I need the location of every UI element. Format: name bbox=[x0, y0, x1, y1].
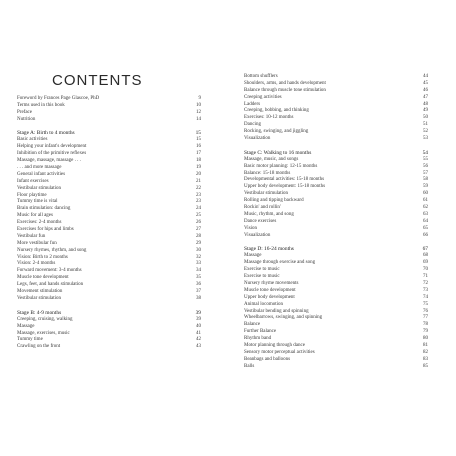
toc-entry-page: 33 bbox=[196, 261, 201, 267]
toc-entry-label: Massage bbox=[17, 323, 35, 329]
section-gap bbox=[17, 124, 201, 131]
toc-entry bbox=[244, 329, 428, 336]
toc-entry-page: 63 bbox=[423, 211, 428, 217]
toc-entry bbox=[244, 302, 428, 309]
toc-entry-page: 16 bbox=[196, 144, 201, 150]
toc-entry bbox=[244, 108, 428, 115]
toc-entry-label: Vestibular bending and spinning bbox=[244, 308, 309, 314]
toc-entry-page: 68 bbox=[423, 253, 428, 259]
toc-entry-page: 70 bbox=[423, 267, 428, 273]
toc-entry bbox=[244, 322, 428, 329]
section-gap bbox=[244, 239, 428, 246]
toc-entry-page: 54 bbox=[422, 149, 428, 156]
toc-entry bbox=[244, 102, 428, 109]
toc-entry-label: Foreword by Frances Page Glascoe, PhD bbox=[17, 96, 100, 101]
toc-entry-page: 30 bbox=[196, 247, 201, 253]
toc-entry bbox=[17, 282, 201, 289]
toc-entry bbox=[17, 275, 201, 282]
toc-right-column bbox=[244, 74, 428, 371]
toc-entry-label: Vestibular stimulation bbox=[244, 191, 289, 197]
toc-entry bbox=[244, 267, 428, 274]
toc-entry bbox=[17, 158, 201, 165]
toc-entry-page: 38 bbox=[196, 295, 201, 301]
toc-entry-label: Visualization bbox=[244, 136, 271, 142]
toc-entry bbox=[244, 226, 428, 233]
section-gap bbox=[17, 303, 201, 310]
toc-entry bbox=[17, 110, 201, 117]
toc-entry-label: Balance through muscle tone stimulation bbox=[244, 87, 326, 93]
toc-entry-label: Balance: 15-18 months bbox=[244, 170, 291, 176]
toc-entry-page: 23 bbox=[196, 199, 201, 205]
toc-entry-page: 47 bbox=[423, 94, 428, 100]
toc-entry bbox=[17, 206, 201, 213]
toc-entry bbox=[244, 288, 428, 295]
toc-entry bbox=[244, 260, 428, 267]
toc-stage-heading bbox=[17, 130, 201, 137]
toc-entry-page: 18 bbox=[196, 158, 201, 164]
toc-entry bbox=[17, 241, 201, 248]
toc-entry-label: Floor playtime bbox=[17, 192, 47, 198]
toc-entry-page: 42 bbox=[196, 337, 201, 343]
toc-entry bbox=[244, 336, 428, 343]
toc-entry-label: Music for all ages bbox=[17, 213, 53, 219]
toc-entry-page: 77 bbox=[423, 315, 428, 321]
toc-entry bbox=[244, 191, 428, 198]
toc-entry bbox=[17, 103, 201, 110]
toc-entry bbox=[244, 309, 428, 316]
toc-entry-label: Nursery rhymes, rhythm, and song bbox=[17, 247, 87, 253]
toc-entry-page: 29 bbox=[196, 240, 201, 246]
toc-entry-page: 78 bbox=[423, 322, 428, 328]
toc-entry-label: Motor planning through dance bbox=[244, 342, 305, 348]
toc-entry-label: Legs, feet, and hands stimulation bbox=[17, 282, 84, 288]
toc-entry-page: 36 bbox=[196, 282, 201, 288]
toc-entry bbox=[244, 157, 428, 164]
toc-entry bbox=[244, 81, 428, 88]
toc-entry-page: 59 bbox=[423, 184, 428, 190]
toc-entry-label: Vestibular fun bbox=[17, 233, 46, 239]
toc-entry bbox=[17, 324, 201, 331]
toc-entry-label: Shoulders, arms, and hands development bbox=[244, 80, 326, 86]
toc-entry-page: 80 bbox=[423, 336, 428, 342]
toc-left-column bbox=[17, 96, 201, 351]
toc-entry bbox=[244, 164, 428, 171]
toc-entry bbox=[17, 172, 201, 179]
toc-entry-label: Exercises: 10-12 months bbox=[244, 115, 294, 121]
toc-entry-label: Muscle tone development bbox=[244, 287, 296, 293]
toc-entry bbox=[17, 337, 201, 344]
toc-entry-page: 17 bbox=[196, 151, 201, 157]
section-gap bbox=[244, 143, 428, 150]
toc-entry bbox=[244, 205, 428, 212]
toc-entry-label: Stage C: Walking to 16 months bbox=[244, 149, 312, 156]
toc-entry-page: 34 bbox=[196, 268, 201, 274]
toc-entry-label: Balls bbox=[244, 363, 255, 369]
toc-entry bbox=[244, 315, 428, 322]
toc-entry-label: Creeping activities bbox=[244, 94, 282, 100]
toc-entry-label: Exercises for hips and limbs bbox=[17, 227, 74, 233]
toc-entry-label: Massage, exercises, music bbox=[17, 330, 70, 336]
toc-entry bbox=[244, 177, 428, 184]
toc-entry bbox=[244, 198, 428, 205]
toc-entry-page: 45 bbox=[423, 80, 428, 86]
toc-entry-label: Vestibular stimulation bbox=[17, 295, 62, 301]
toc-entry bbox=[17, 261, 201, 268]
toc-entry-label: Exercise to music bbox=[244, 274, 280, 280]
toc-entry bbox=[244, 233, 428, 240]
toc-entry-page: 85 bbox=[423, 363, 428, 369]
toc-entry bbox=[17, 344, 201, 351]
toc-entry-label: Inhibition of the primitive reflexes bbox=[17, 151, 87, 157]
toc-entry-label: Massage bbox=[244, 253, 262, 259]
toc-entry-label: Terms used in this book bbox=[17, 102, 65, 108]
toc-entry-page: 79 bbox=[423, 329, 428, 335]
toc-entry-page: 51 bbox=[423, 122, 428, 128]
toc-entry-label: Balance bbox=[244, 322, 261, 328]
toc-entry bbox=[244, 95, 428, 102]
toc-entry bbox=[17, 296, 201, 303]
toc-entry bbox=[17, 137, 201, 144]
toc-entry-page: 75 bbox=[423, 301, 428, 307]
toc-entry-label: Massage through exercise and song bbox=[244, 260, 316, 266]
toc-entry bbox=[17, 317, 201, 324]
toc-entry-label: Beanbags and balloons bbox=[244, 356, 291, 362]
toc-entry bbox=[244, 364, 428, 371]
toc-entry-label: Creeping, cruising, walking bbox=[17, 316, 73, 322]
toc-entry bbox=[244, 212, 428, 219]
toc-entry bbox=[17, 193, 201, 200]
toc-entry-label: Tummy time bbox=[17, 337, 43, 343]
toc-entry-label: . . . and more massage bbox=[17, 165, 62, 171]
toc-entry-page: 26 bbox=[196, 220, 201, 226]
toc-entry-label: Vision: Birth to 2 months bbox=[17, 254, 68, 260]
toc-entry-page: 57 bbox=[423, 170, 428, 176]
toc-entry-page: 19 bbox=[196, 165, 201, 171]
toc-entry-page: 56 bbox=[423, 163, 428, 169]
toc-entry-label: Basic motor planning: 12-15 months bbox=[244, 163, 318, 169]
toc-entry bbox=[244, 171, 428, 178]
toc-entry-page: 52 bbox=[423, 129, 428, 135]
toc-entry-page: 81 bbox=[423, 342, 428, 348]
toc-entry-page: 10 bbox=[196, 102, 201, 108]
toc-entry-page: 50 bbox=[423, 115, 428, 121]
toc-entry-label: Stage D: 16-24 months bbox=[244, 246, 294, 253]
toc-entry-label: Exercises: 2-4 months bbox=[17, 220, 62, 226]
toc-entry-label: Nutrition bbox=[17, 116, 36, 122]
toc-entry bbox=[244, 74, 428, 81]
toc-stage-heading bbox=[244, 150, 428, 157]
page-title: CONTENTS bbox=[52, 72, 143, 89]
toc-entry bbox=[17, 179, 201, 186]
toc-entry-label: Rhythm band bbox=[244, 336, 272, 342]
toc-entry-page: 76 bbox=[423, 308, 428, 314]
toc-entry bbox=[17, 144, 201, 151]
toc-stage-heading bbox=[17, 310, 201, 317]
toc-entry-page: 73 bbox=[423, 287, 428, 293]
toc-entry-label: Animal locomotion bbox=[244, 301, 284, 307]
toc-entry-page: 67 bbox=[422, 246, 428, 253]
toc-entry-label: Movement stimulation bbox=[17, 289, 63, 295]
toc-entry-page: 60 bbox=[423, 191, 428, 197]
toc-entry bbox=[17, 117, 201, 124]
toc-entry-page: 40 bbox=[196, 323, 201, 329]
toc-entry-page: 72 bbox=[423, 280, 428, 286]
toc-entry-label: General infant activities bbox=[17, 171, 66, 177]
toc-entry-label: Upper body development: 15-18 months bbox=[244, 184, 326, 190]
toc-entry bbox=[17, 151, 201, 158]
toc-entry-label: More vestibular fun bbox=[17, 240, 57, 246]
toc-entry-page: 35 bbox=[196, 275, 201, 281]
toc-entry-page: 66 bbox=[423, 232, 428, 238]
toc-entry-page: 24 bbox=[196, 206, 201, 212]
toc-entry-label: Wheelbarrows, swinging, and spinning bbox=[244, 315, 323, 321]
toc-entry bbox=[17, 234, 201, 241]
toc-entry-label: Rolling and tipping backward bbox=[244, 198, 304, 204]
toc-entry bbox=[244, 219, 428, 226]
toc-entry-page: 21 bbox=[196, 178, 201, 184]
toc-entry bbox=[244, 136, 428, 143]
toc-entry bbox=[17, 165, 201, 172]
toc-entry-page: 74 bbox=[423, 294, 428, 300]
toc-entry bbox=[244, 253, 428, 260]
toc-entry-label: Infant exercises bbox=[17, 178, 49, 184]
toc-entry-label: Tummy time is vital bbox=[17, 199, 58, 205]
toc-entry-page: 32 bbox=[196, 254, 201, 260]
toc-entry bbox=[244, 88, 428, 95]
toc-entry-page: 43 bbox=[196, 344, 201, 350]
toc-entry-page: 49 bbox=[423, 108, 428, 114]
toc-entry-page: 61 bbox=[423, 198, 428, 204]
toc-entry bbox=[17, 186, 201, 193]
toc-entry bbox=[17, 220, 201, 227]
toc-entry bbox=[17, 268, 201, 275]
toc-entry-label: Sensory motor perceptual activities bbox=[244, 349, 315, 355]
toc-entry-page: 69 bbox=[423, 260, 428, 266]
toc-entry-page: 15 bbox=[195, 130, 201, 137]
toc-entry-page: 12 bbox=[196, 109, 201, 115]
toc-entry-label: Rockin' and rollin' bbox=[244, 205, 281, 211]
toc-entry-label: Forward movement: 3-4 months bbox=[17, 268, 82, 274]
toc-entry-page: 71 bbox=[423, 274, 428, 280]
toc-entry-page: 9 bbox=[198, 96, 201, 101]
toc-entry-label: Vision bbox=[244, 225, 258, 231]
toc-entry-label: Ladders bbox=[244, 101, 261, 107]
toc-entry-page: 58 bbox=[423, 177, 428, 183]
toc-entry-page: 37 bbox=[196, 289, 201, 295]
toc-entry-page: 53 bbox=[423, 136, 428, 142]
toc-entry bbox=[244, 295, 428, 302]
toc-entry bbox=[17, 199, 201, 206]
toc-entry-label: Vestibular stimulation bbox=[17, 185, 62, 191]
toc-entry bbox=[244, 343, 428, 350]
toc-entry-label: Helping your infant's development bbox=[17, 144, 87, 150]
toc-entry-page: 15 bbox=[196, 137, 201, 143]
toc-entry-label: Stage B: 4-9 months bbox=[17, 309, 62, 316]
toc-entry bbox=[244, 357, 428, 364]
toc-entry-page: 41 bbox=[196, 330, 201, 336]
toc-entry-label: Developmental activities: 15-18 months bbox=[244, 177, 325, 183]
toc-entry-label: Upper body development bbox=[244, 294, 295, 300]
toc-entry-label: Nursery rhyme movements bbox=[244, 280, 299, 286]
toc-entry-label: Further Balance bbox=[244, 329, 277, 335]
toc-entry-label: Crawling on the front bbox=[17, 344, 61, 350]
toc-entry-label: Muscle tone development bbox=[17, 275, 69, 281]
toc-entry bbox=[244, 274, 428, 281]
toc-entry-page: 39 bbox=[195, 309, 201, 316]
toc-entry-page: 55 bbox=[423, 156, 428, 162]
toc-entry-label: Exercise to music bbox=[244, 267, 280, 273]
toc-entry-page: 65 bbox=[423, 225, 428, 231]
toc-entry bbox=[17, 213, 201, 220]
toc-entry-page: 27 bbox=[196, 227, 201, 233]
toc-entry-page: 83 bbox=[423, 356, 428, 362]
toc-entry bbox=[244, 129, 428, 136]
toc-entry bbox=[244, 115, 428, 122]
toc-entry-label: Dance exercises bbox=[244, 218, 277, 224]
toc-entry-label: Preface bbox=[17, 109, 32, 115]
toc-entry bbox=[17, 96, 201, 103]
toc-entry bbox=[244, 350, 428, 357]
toc-entry bbox=[244, 281, 428, 288]
toc-entry-label: Creeping, bobbing, and thinking bbox=[244, 108, 309, 114]
toc-entry-page: 64 bbox=[423, 218, 428, 224]
toc-entry-page: 20 bbox=[196, 171, 201, 177]
toc-entry-label: Brain stimulation: dancing bbox=[17, 206, 71, 212]
toc-entry-page: 44 bbox=[423, 74, 428, 79]
toc-entry-label: Bottom shufflers bbox=[244, 74, 278, 79]
toc-entry bbox=[17, 255, 201, 262]
toc-entry-page: 14 bbox=[196, 116, 201, 122]
toc-entry-page: 46 bbox=[423, 87, 428, 93]
toc-entry-label: Basic activities bbox=[17, 137, 48, 143]
toc-entry-label: Massage, music, and songs bbox=[244, 156, 299, 162]
toc-entry-page: 25 bbox=[196, 213, 201, 219]
toc-entry-label: Stage A: Birth to 4 months bbox=[17, 130, 75, 137]
toc-entry bbox=[17, 227, 201, 234]
toc-entry bbox=[244, 122, 428, 129]
toc-entry bbox=[17, 248, 201, 255]
toc-entry-page: 82 bbox=[423, 349, 428, 355]
toc-entry-label: Vision: 2-4 months bbox=[17, 261, 56, 267]
toc-entry-page: 23 bbox=[196, 192, 201, 198]
toc-entry-page: 62 bbox=[423, 205, 428, 211]
toc-entry-label: Massage, massage, massage . . . bbox=[17, 158, 81, 164]
toc-entry bbox=[17, 331, 201, 338]
toc-entry-page: 28 bbox=[196, 233, 201, 239]
toc-entry-label: Dancing bbox=[244, 122, 261, 128]
toc-entry bbox=[17, 289, 201, 296]
toc-entry-page: 39 bbox=[196, 316, 201, 322]
toc-entry-label: Rocking, swinging, and jiggling bbox=[244, 129, 309, 135]
toc-entry-page: 22 bbox=[196, 185, 201, 191]
toc-stage-heading bbox=[244, 246, 428, 253]
toc-entry-page: 48 bbox=[423, 101, 428, 107]
toc-entry-label: Visualization bbox=[244, 232, 271, 238]
toc-entry bbox=[244, 184, 428, 191]
toc-entry-label: Music, rhythm, and song bbox=[244, 211, 294, 217]
